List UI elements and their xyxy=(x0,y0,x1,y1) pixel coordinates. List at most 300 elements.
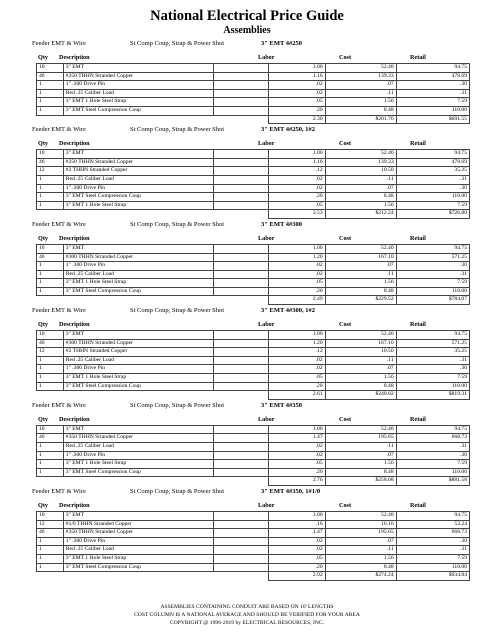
cell-spacer xyxy=(213,460,268,469)
cell-description: Red .25 Caliber Load xyxy=(63,356,213,365)
column-header-row xyxy=(0,233,494,244)
cell-labor: .05 xyxy=(268,98,325,107)
cell-qty: 10 xyxy=(37,425,64,434)
total-cost: $274.24 xyxy=(325,572,396,581)
total-cost: $258.08 xyxy=(325,477,396,486)
cell-retail: .30 xyxy=(396,365,469,374)
cell-retail: 110.00 xyxy=(396,287,469,296)
table-row xyxy=(37,537,470,546)
cell-qty: 1 xyxy=(37,262,64,271)
cell-qty: 1 xyxy=(37,287,64,296)
cell-spacer xyxy=(213,546,268,555)
column-header-cost: Cost xyxy=(339,54,352,61)
cell-retail: 35.25 xyxy=(396,348,469,357)
section-category: Feeder EMT & Wire xyxy=(32,220,86,228)
cell-description: 3" EMT xyxy=(63,64,213,73)
total-labor: 2.49 xyxy=(268,296,325,305)
cell-description: 3" EMT Steel Compression Coup xyxy=(63,106,213,115)
assembly-section xyxy=(0,305,494,400)
table-row xyxy=(37,253,470,262)
cell-retail: 94.75 xyxy=(396,425,469,434)
cell-spacer xyxy=(213,554,268,563)
footer-note-lengths: ASSEMBLIES CONTAINING CONDUIT ARE BASED ON 10' LENGTHS xyxy=(160,604,334,610)
table-row xyxy=(37,64,470,73)
assembly-section xyxy=(0,124,494,219)
cell-retail: 571.25 xyxy=(396,253,469,262)
table-row xyxy=(37,106,470,115)
cell-labor: 1.00 xyxy=(268,511,325,520)
cell-spacer xyxy=(213,175,268,184)
table-row xyxy=(37,89,470,98)
cell-qty: 46 xyxy=(37,529,64,538)
column-header-retail: Retail xyxy=(410,321,426,329)
cell-qty: 10 xyxy=(37,331,64,340)
table-row xyxy=(37,434,470,443)
cell-retail: 668.73 xyxy=(396,529,469,538)
cell-qty: 10 xyxy=(37,64,64,73)
table-row xyxy=(37,382,470,391)
cell-labor: 1.16 xyxy=(268,72,325,81)
cell-spacer xyxy=(213,382,268,391)
cell-cost: .07 xyxy=(325,81,396,90)
table-row xyxy=(37,270,470,279)
cell-retail: 478.69 xyxy=(396,72,469,81)
cell-retail: 110.00 xyxy=(396,193,469,202)
cell-cost: 1.56 xyxy=(325,374,396,383)
cell-labor: .05 xyxy=(268,554,325,563)
column-header-labor: Labor xyxy=(258,501,275,509)
total-cost: $229.52 xyxy=(325,296,396,305)
cell-labor: .20 xyxy=(268,382,325,391)
table-row xyxy=(37,72,470,81)
table-row xyxy=(37,287,470,296)
cell-labor: .02 xyxy=(268,262,325,271)
cell-qty: 1 xyxy=(37,443,64,452)
cell-qty: 1 xyxy=(37,537,64,546)
cell-qty: 1 xyxy=(37,201,64,210)
cell-labor: .20 xyxy=(268,468,325,477)
total-row xyxy=(37,477,470,486)
cell-description: #300 THHN Stranded Copper xyxy=(63,253,213,262)
cell-qty: 12 xyxy=(37,520,64,529)
cell-description: Red .25 Caliber Load xyxy=(63,546,213,555)
items-table xyxy=(36,330,470,400)
cell-qty: 1 xyxy=(37,365,64,374)
cell-retail: 571.25 xyxy=(396,339,469,348)
cell-retail: 7.59 xyxy=(396,460,469,469)
cell-cost: 10.50 xyxy=(325,348,396,357)
cell-cost: .11 xyxy=(325,270,396,279)
total-labor: 2.53 xyxy=(268,210,325,219)
cell-labor: .02 xyxy=(268,443,325,452)
section-header xyxy=(0,305,494,316)
assembly-name: 3" EMT 4#300 xyxy=(261,220,303,228)
column-header-retail: Retail xyxy=(410,234,426,242)
cell-spacer xyxy=(213,279,268,288)
cell-qty: 46 xyxy=(37,72,64,81)
total-row xyxy=(37,572,470,581)
table-row xyxy=(37,451,470,460)
section-header xyxy=(0,38,494,49)
cell-spacer xyxy=(213,374,268,383)
cell-cost: .11 xyxy=(325,546,396,555)
total-retail: $934.84 xyxy=(396,572,469,581)
footer-note-cost: COST COLUMN IS A NATIONAL AVERAGE AND SHOULD BE VERIFIED FOR YOUR AREA xyxy=(134,612,360,618)
cell-spacer xyxy=(213,193,268,202)
column-header-retail: Retail xyxy=(410,54,426,61)
section-category: Feeder EMT & Wire xyxy=(32,307,86,315)
cell-spacer xyxy=(213,511,268,520)
cell-labor: 1.00 xyxy=(268,425,325,434)
section-category: Feeder EMT & Wire xyxy=(32,487,86,495)
cell-qty: 1 xyxy=(37,279,64,288)
cell-labor: 1.47 xyxy=(268,529,325,538)
section-header xyxy=(0,486,494,497)
cell-cost: 1.56 xyxy=(325,201,396,210)
table-row xyxy=(37,158,470,167)
total-cost: $201.76 xyxy=(325,115,396,124)
cell-labor: .16 xyxy=(268,520,325,529)
cell-cost: 195.65 xyxy=(325,529,396,538)
column-header-retail: Retail xyxy=(410,415,426,423)
cell-qty: 1 xyxy=(37,356,64,365)
items-table xyxy=(36,244,470,305)
cell-description: 3" EMT 1 Hole Steel Strap xyxy=(63,201,213,210)
cell-retail: 7.59 xyxy=(396,554,469,563)
cell-cost: 139.33 xyxy=(325,158,396,167)
cell-labor: 1.00 xyxy=(268,244,325,253)
items-table xyxy=(36,63,470,124)
items-table xyxy=(36,149,470,219)
cell-qty: 1 xyxy=(37,554,64,563)
cell-cost: .11 xyxy=(325,175,396,184)
table-row xyxy=(37,184,470,193)
cell-spacer xyxy=(213,563,268,572)
cell-cost: 52.40 xyxy=(325,425,396,434)
cell-description: 3" EMT Steel Compression Coup xyxy=(63,193,213,202)
cell-description: 3" EMT 1 Hole Steel Strap xyxy=(63,554,213,563)
assembly-name: 3" EMT 4#300, 1#2 xyxy=(261,307,316,315)
cell-qty: 1 xyxy=(37,546,64,555)
total-retail: $784.07 xyxy=(396,296,469,305)
assembly-name: 3" EMT 4#250 xyxy=(261,40,303,47)
section-header xyxy=(0,219,494,230)
column-header-description: Description xyxy=(59,321,90,329)
cell-retail: 94.75 xyxy=(396,331,469,340)
column-header-row xyxy=(0,500,494,511)
cell-labor: .02 xyxy=(268,270,325,279)
cell-labor: .20 xyxy=(268,287,325,296)
table-row xyxy=(37,425,470,434)
cell-description: Red .25 Caliber Load xyxy=(63,270,213,279)
cell-qty: 46 xyxy=(37,339,64,348)
cell-retail: 7.59 xyxy=(396,98,469,107)
cell-labor: .02 xyxy=(268,451,325,460)
cell-cost: .11 xyxy=(325,443,396,452)
column-header-description: Description xyxy=(59,501,90,509)
column-header-qty: Qty xyxy=(38,501,48,509)
cell-description: 3" EMT 1 Hole Steel Strap xyxy=(63,460,213,469)
section-method: St Comp Coup, Strap & Power Shot xyxy=(130,220,225,228)
cell-spacer xyxy=(213,98,268,107)
cell-qty: 1 xyxy=(37,460,64,469)
assembly-name: 3" EMT 4#250, 1#2 xyxy=(261,126,316,134)
total-cost: $240.02 xyxy=(325,391,396,400)
column-header-labor: Labor xyxy=(258,321,275,329)
cell-cost: 8.48 xyxy=(325,193,396,202)
table-row xyxy=(37,511,470,520)
cell-spacer xyxy=(213,89,268,98)
column-header-qty: Qty xyxy=(38,321,48,329)
cell-qty: 1 xyxy=(37,106,64,115)
cell-retail: .31 xyxy=(396,175,469,184)
column-header-retail: Retail xyxy=(410,140,426,148)
cell-cost: 195.65 xyxy=(325,434,396,443)
cell-cost: 52.40 xyxy=(325,511,396,520)
table-row xyxy=(37,193,470,202)
cell-description: #1/0 THHN Stranded Copper xyxy=(63,520,213,529)
cell-cost: 52.40 xyxy=(325,64,396,73)
column-header-description: Description xyxy=(59,415,90,423)
cell-qty: 1 xyxy=(37,184,64,193)
cell-spacer xyxy=(213,150,268,159)
items-table xyxy=(36,511,470,581)
items-table xyxy=(36,425,470,486)
cell-cost: .11 xyxy=(325,89,396,98)
cell-spacer xyxy=(213,106,268,115)
cell-cost: 1.56 xyxy=(325,279,396,288)
total-row xyxy=(37,391,470,400)
cell-retail: 53.24 xyxy=(396,520,469,529)
cell-description: 3" EMT 1 Hole Steel Strap xyxy=(63,98,213,107)
cell-qty: 12 xyxy=(37,167,64,176)
cell-description: #2 THHN Stranded Copper xyxy=(63,348,213,357)
cell-spacer xyxy=(213,537,268,546)
cell-labor: .20 xyxy=(268,106,325,115)
cell-labor: .02 xyxy=(268,89,325,98)
cell-labor: .12 xyxy=(268,167,325,176)
cell-cost: 10.50 xyxy=(325,167,396,176)
cell-labor: .20 xyxy=(268,193,325,202)
column-header-labor: Labor xyxy=(258,234,275,242)
table-row xyxy=(37,348,470,357)
cell-labor: .05 xyxy=(268,460,325,469)
cell-cost: 139.33 xyxy=(325,72,396,81)
cell-cost: 167.10 xyxy=(325,339,396,348)
cell-spacer xyxy=(213,287,268,296)
cell-retail: 478.69 xyxy=(396,158,469,167)
cell-retail: 7.59 xyxy=(396,201,469,210)
cell-retail: .30 xyxy=(396,81,469,90)
cell-spacer xyxy=(213,184,268,193)
cell-qty: 1 xyxy=(37,89,64,98)
cell-description: 3" EMT 1 Hole Steel Strap xyxy=(63,374,213,383)
cell-spacer xyxy=(213,64,268,73)
cell-retail: .31 xyxy=(396,356,469,365)
cell-cost: .07 xyxy=(325,365,396,374)
cell-qty: 1 xyxy=(37,81,64,90)
section-method: St Comp Coup, Strap & Power Shot xyxy=(130,126,225,134)
total-labor: 2.30 xyxy=(268,115,325,124)
cell-spacer xyxy=(213,81,268,90)
table-row xyxy=(37,279,470,288)
cell-cost: .07 xyxy=(325,451,396,460)
cell-labor: .02 xyxy=(268,184,325,193)
cell-labor: .12 xyxy=(268,348,325,357)
cell-description: #350 THHN Stranded Copper xyxy=(63,434,213,443)
assembly-section xyxy=(0,38,494,124)
column-header-row xyxy=(0,319,494,330)
column-header-description: Description xyxy=(59,140,90,148)
column-header-row xyxy=(0,52,494,63)
section-category: Feeder EMT & Wire xyxy=(32,401,86,409)
cell-spacer xyxy=(213,331,268,340)
table-row xyxy=(37,520,470,529)
table-row xyxy=(37,365,470,374)
cell-spacer xyxy=(213,201,268,210)
assembly-name: 3" EMT 4#350, 1#1/0 xyxy=(261,487,321,495)
cell-cost: 1.56 xyxy=(325,554,396,563)
table-row xyxy=(37,167,470,176)
column-header-cost: Cost xyxy=(339,501,352,509)
section-header xyxy=(0,124,494,135)
cell-description: 1" .300 Drive Pin xyxy=(63,451,213,460)
table-row xyxy=(37,201,470,210)
column-header-qty: Qty xyxy=(38,234,48,242)
cell-description: #2 THHN Stranded Copper xyxy=(63,167,213,176)
column-header-cost: Cost xyxy=(339,415,352,423)
cell-retail: 110.00 xyxy=(396,106,469,115)
cell-labor: 1.16 xyxy=(268,158,325,167)
cell-cost: 8.48 xyxy=(325,287,396,296)
cell-description: #300 THHN Stranded Copper xyxy=(63,339,213,348)
cell-description: 3" EMT xyxy=(63,331,213,340)
column-header-retail: Retail xyxy=(410,501,426,509)
cell-description: 1" .300 Drive Pin xyxy=(63,365,213,374)
cell-description: 1" .300 Drive Pin xyxy=(63,184,213,193)
cell-labor: 1.20 xyxy=(268,339,325,348)
cell-spacer xyxy=(213,434,268,443)
column-header-labor: Labor xyxy=(258,140,275,148)
column-header-cost: Cost xyxy=(339,321,352,329)
column-header-row xyxy=(0,138,494,149)
total-row xyxy=(37,210,470,219)
cell-description: 3" EMT xyxy=(63,244,213,253)
cell-retail: .31 xyxy=(396,546,469,555)
cell-description: 3" EMT Steel Compression Coup xyxy=(63,468,213,477)
table-row xyxy=(37,460,470,469)
cell-spacer xyxy=(213,365,268,374)
cell-description: 3" EMT 1 Hole Steel Strap xyxy=(63,279,213,288)
cell-spacer xyxy=(213,443,268,452)
cell-cost: 1.56 xyxy=(325,460,396,469)
cell-qty: 1 xyxy=(37,382,64,391)
cell-spacer xyxy=(213,520,268,529)
cell-qty: 10 xyxy=(37,150,64,159)
cell-spacer xyxy=(213,348,268,357)
total-retail: $881.58 xyxy=(396,477,469,486)
cell-cost: 52.40 xyxy=(325,150,396,159)
cell-qty: 10 xyxy=(37,244,64,253)
table-row xyxy=(37,331,470,340)
cell-qty: 1 xyxy=(37,451,64,460)
cell-description: 3" EMT Steel Compression Coup xyxy=(63,287,213,296)
cell-labor: .02 xyxy=(268,537,325,546)
table-row xyxy=(37,563,470,572)
cell-retail: .31 xyxy=(396,89,469,98)
column-header-row xyxy=(0,414,494,425)
cell-spacer xyxy=(213,244,268,253)
cell-retail: .31 xyxy=(396,443,469,452)
total-retail: $726.80 xyxy=(396,210,469,219)
cell-labor: .02 xyxy=(268,175,325,184)
cell-qty: 1 xyxy=(37,175,64,184)
cell-retail: 35.25 xyxy=(396,167,469,176)
total-labor: 2.61 xyxy=(268,391,325,400)
total-labor: 2.92 xyxy=(268,572,325,581)
table-row xyxy=(37,443,470,452)
cell-cost: 52.40 xyxy=(325,331,396,340)
cell-description: 3" EMT xyxy=(63,511,213,520)
page-title: National Electrical Price Guide xyxy=(150,8,344,24)
section-method: St Comp Coup, Strap & Power Shot xyxy=(130,487,225,495)
cell-description: 1" .300 Drive Pin xyxy=(63,81,213,90)
cell-spacer xyxy=(213,253,268,262)
cell-retail: 7.59 xyxy=(396,279,469,288)
table-row xyxy=(37,529,470,538)
cell-retail: .30 xyxy=(396,262,469,271)
cell-description: 1" .300 Drive Pin xyxy=(63,262,213,271)
table-row xyxy=(37,546,470,555)
cell-cost: 8.48 xyxy=(325,468,396,477)
cell-qty: 1 xyxy=(37,270,64,279)
assembly-section xyxy=(0,486,494,581)
total-row xyxy=(37,115,470,124)
column-header-cost: Cost xyxy=(339,140,352,148)
assembly-section xyxy=(0,400,494,486)
footer-copyright: COPYRIGHT @ 1996-2019 by ELECTRICAL RESOURCES, INC. xyxy=(169,620,324,626)
section-method: St Comp Coup, Strap & Power Shot xyxy=(130,401,225,409)
cell-spacer xyxy=(213,72,268,81)
cell-spacer xyxy=(213,339,268,348)
total-row xyxy=(37,296,470,305)
cell-labor: .02 xyxy=(268,546,325,555)
table-row xyxy=(37,150,470,159)
cell-spacer xyxy=(213,167,268,176)
cell-description: 3" EMT xyxy=(63,425,213,434)
cell-qty: 1 xyxy=(37,374,64,383)
cell-description: Red .25 Caliber Load xyxy=(63,175,213,184)
section-method: St Comp Coup, Strap & Power Shot xyxy=(130,40,225,47)
cell-qty: 46 xyxy=(37,434,64,443)
cell-spacer xyxy=(213,356,268,365)
table-row xyxy=(37,244,470,253)
cell-labor: .02 xyxy=(268,81,325,90)
column-header-qty: Qty xyxy=(38,140,48,148)
cell-labor: .05 xyxy=(268,201,325,210)
cell-cost: .07 xyxy=(325,184,396,193)
assembly-name: 3" EMT 4#350 xyxy=(261,401,303,409)
cell-description: Red .25 Caliber Load xyxy=(63,443,213,452)
cell-labor: 1.20 xyxy=(268,253,325,262)
cell-description: Red .25 Caliber Load xyxy=(63,89,213,98)
table-row xyxy=(37,554,470,563)
cell-retail: 94.75 xyxy=(396,511,469,520)
assembly-sections xyxy=(0,38,494,581)
cell-spacer xyxy=(213,451,268,460)
section-header xyxy=(0,400,494,411)
column-header-description: Description xyxy=(59,54,90,61)
